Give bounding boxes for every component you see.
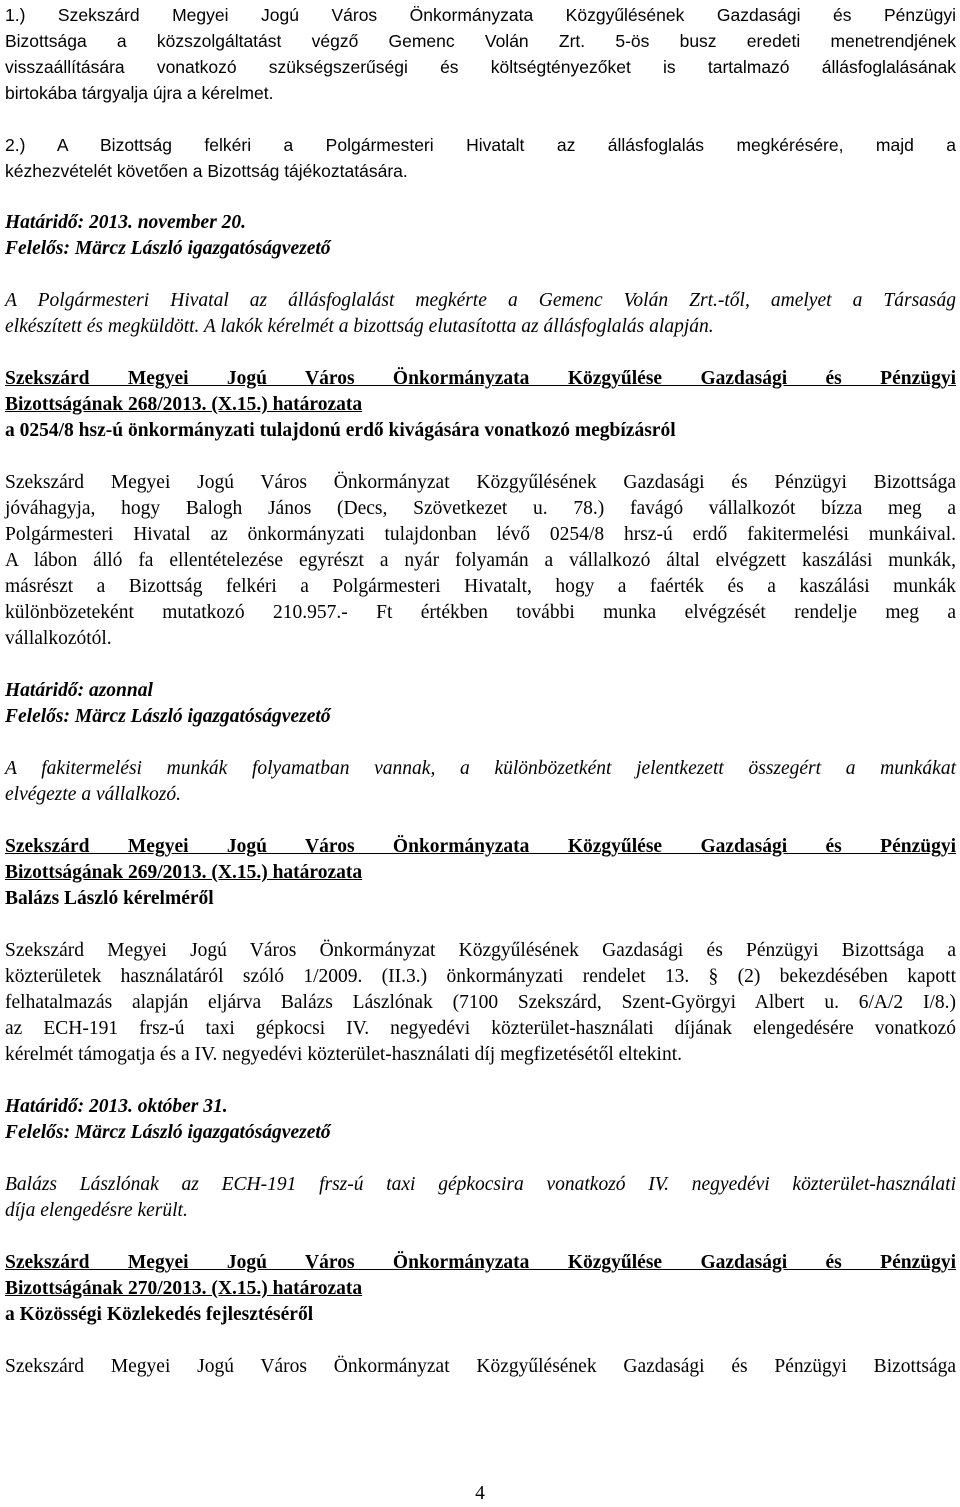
text-line: kézhezvételét követően a Bizottság tájékoztatására.: [5, 161, 408, 181]
text-line: jóváhagyja, hogy Balogh János (Decs, Szövetkezet u. 78.) favágó vállalkozót bízza meg a: [5, 498, 956, 519]
resolution-270-subject: a Közösségi Közlekedés fejlesztéséről: [5, 1304, 314, 1325]
text-line: Szekszárd Megyei Jogú Város Önkormányzat Közgyűlésének Gazdasági és Pénzügyi Bizottsága: [5, 472, 956, 493]
text-line: Szekszárd Megyei Jogú Város Önkormányzat Közgyűlésének Gazdasági és Pénzügyi Bizottsága: [5, 1356, 956, 1377]
resolution-268-title: [5, 366, 956, 418]
resolution-269-subject: Balázs László kérelméről: [5, 888, 214, 909]
text-line: Balázs Lászlónak az ECH-191 frsz-ú taxi gépkocsira vonatkozó IV. negyedévi közterület-használati: [5, 1174, 956, 1195]
text-line: 2.) A Bizottság felkéri a Polgármesteri Hivatalt az állásfoglalás megkérésére, majd a: [5, 135, 956, 155]
document-page: [5, 2, 956, 1380]
text-line: másrészt a Bizottság felkéri a Polgármesteri Hivatalt, hogy a faérték és a kaszálási munkák: [5, 576, 956, 597]
title-line: Bizottságának 268/2013. (X.15.) határozata: [5, 394, 363, 415]
text-line: 1.) Szekszárd Megyei Jogú Város Önkormányzata Közgyűlésének Gazdasági és Pénzügyi: [5, 5, 956, 25]
resolution-268-subject: a 0254/8 hsz-ú önkormányzati tulajdonú erdő kivágására vonatkozó megbízásról: [5, 420, 676, 441]
deadline: Határidő: azonnal: [5, 680, 153, 701]
deadline: Határidő: 2013. november 20.: [5, 212, 247, 233]
responsible-person: Felelős: Märcz László igazgatóságvezető: [5, 1122, 331, 1143]
title-line: Szekszárd Megyei Jogú Város Önkormányzata Közgyűlése Gazdasági és Pénzügyi: [5, 368, 956, 389]
text-line: kérelmét támogatja és a IV. negyedévi közterület-használati díj megfizetésétől eltekint.: [5, 1044, 682, 1065]
text-line: felhatalmazás alapján eljárva Balázs Lászlónak (7100 Szekszárd, Szent-Györgyi Albert u. 6/A/2 I/8.): [5, 992, 956, 1013]
text-line: az ECH-191 frsz-ú taxi gépkocsi IV. negyedévi közterület-használati díjának elengedésére vonatkozó: [5, 1018, 956, 1039]
text-line: Bizottsága a közszolgáltatást végző Gemenc Volán Zrt. 5-ös busz eredeti menetrendjének: [5, 31, 956, 51]
text-line: Polgármesteri Hivatal az önkormányzati tulajdonban lévő 0254/8 hrsz-ú erdő fakitermelési munkáival.: [5, 524, 956, 545]
text-line: A Polgármesteri Hivatal az állásfoglalást megkérte a Gemenc Volán Zrt.-től, amelyet a Társaság: [5, 290, 956, 311]
text-line: A fakitermelési munkák folyamatban vannak, a különbözetként jelentkezett összegért a munkákat: [5, 758, 956, 779]
text-line: birtokába tárgyalja újra a kérelmet.: [5, 83, 274, 103]
point-2-paragraph: [5, 132, 956, 184]
deadline: Határidő: 2013. október 31.: [5, 1096, 228, 1117]
text-line: Szekszárd Megyei Jogú Város Önkormányzat Közgyűlésének Gazdasági és Pénzügyi Bizottsága a: [5, 940, 956, 961]
resolution-270-title: [5, 1250, 956, 1302]
responsible-person: Felelős: Märcz László igazgatóságvezető: [5, 238, 331, 259]
resolution-269-title: [5, 834, 956, 886]
resolution-268-body: [5, 470, 956, 652]
title-line: Bizottságának 270/2013. (X.15.) határozata: [5, 1278, 363, 1299]
text-line: A lábon álló fa ellentételezése egyrészt a nyár folyamán a vállalkozó által elvégzett kaszálási munkák,: [5, 550, 956, 571]
text-line: vállalkozótól.: [5, 628, 112, 649]
status-report: [5, 288, 956, 340]
text-line: elkészített és megküldött. A lakók kérelmét a bizottság elutasította az állásfoglalás alapján.: [5, 316, 714, 337]
title-line: Bizottságának 269/2013. (X.15.) határozata: [5, 862, 363, 883]
resolution-270-body: [5, 1354, 956, 1380]
status-report: [5, 756, 956, 808]
title-line: Szekszárd Megyei Jogú Város Önkormányzata Közgyűlése Gazdasági és Pénzügyi: [5, 1252, 956, 1273]
point-1-paragraph: [5, 2, 956, 106]
title-line: Szekszárd Megyei Jogú Város Önkormányzata Közgyűlése Gazdasági és Pénzügyi: [5, 836, 956, 857]
text-line: visszaállítására vonatkozó szükségszerűségi és költségtényezőket is tartalmazó állásfoglalásának: [5, 57, 956, 77]
text-line: díja elengedésre került.: [5, 1200, 188, 1221]
text-line: különbözeteként mutatkozó 210.957.- Ft értékben további munka elvégzését rendelje meg a: [5, 602, 956, 623]
page-number: 4: [475, 1483, 485, 1504]
resolution-269-body: [5, 938, 956, 1068]
text-line: közterületek használatáról szóló 1/2009. (II.3.) önkormányzati rendelet 13. § (2) bekezdésében kapott: [5, 966, 956, 987]
text-line: elvégezte a vállalkozó.: [5, 784, 181, 805]
status-report: [5, 1172, 956, 1224]
responsible-person: Felelős: Märcz László igazgatóságvezető: [5, 706, 331, 727]
